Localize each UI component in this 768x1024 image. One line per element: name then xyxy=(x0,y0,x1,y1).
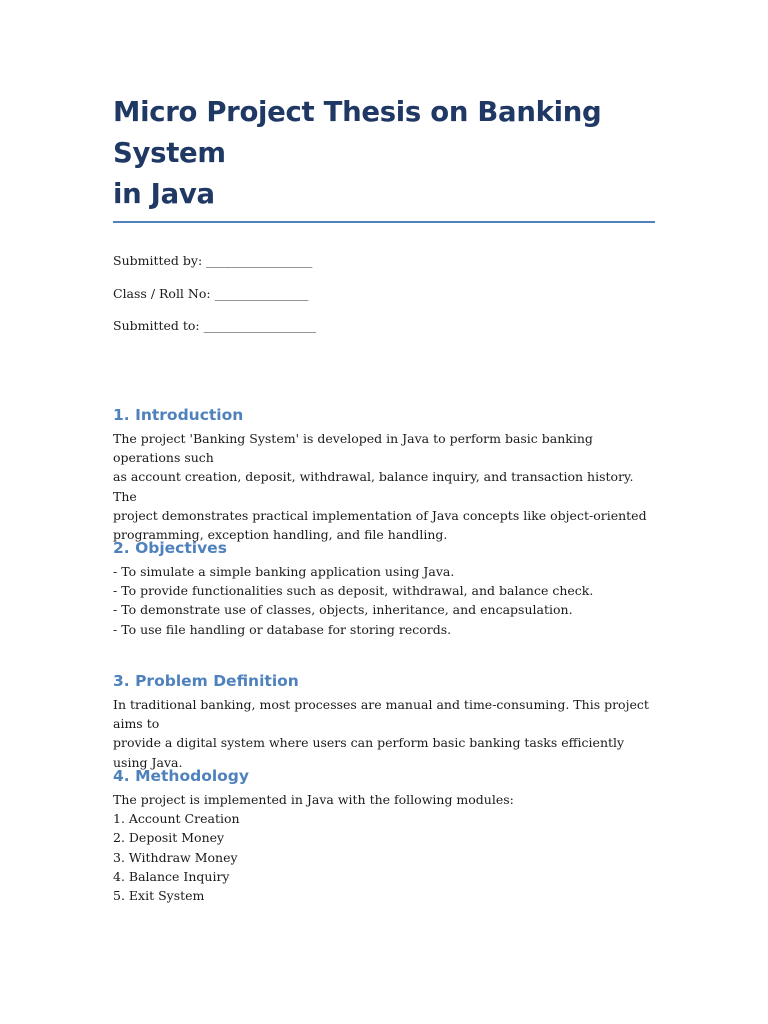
objective-item: - To simulate a simple banking application using Java. xyxy=(113,564,455,579)
problem-definition-line: provide a digital system where users can perform basic banking tasks efficiently using Java. xyxy=(113,735,625,770)
title-line-2: in Java xyxy=(113,178,215,210)
methodology-intro: The project is implemented in Java with the following modules: xyxy=(113,792,514,807)
objective-item: - To use file handling or database for storing records. xyxy=(113,621,452,637)
section-problem-definition xyxy=(113,670,658,772)
methodology-heading: 4. Methodology xyxy=(113,767,250,785)
methodology-module-item: 3. Withdraw Money xyxy=(113,849,238,865)
submitted-by-label: Submitted by: xyxy=(113,253,203,268)
submitted-to-label: Submitted to: xyxy=(113,318,200,333)
methodology-module-item: 5. Exit System xyxy=(113,888,205,904)
section-objectives xyxy=(113,537,658,639)
class-roll-label: Class / Roll No: xyxy=(113,285,211,301)
section-introduction xyxy=(113,404,658,544)
problem-definition-line: In traditional banking, most processes are manual and time-consuming. This project aims to xyxy=(113,697,649,732)
introduction-line: project demonstrates practical implementation of Java concepts like object-oriented xyxy=(113,507,647,523)
page-title xyxy=(113,92,655,215)
submitted-to-blank: __________________ xyxy=(203,318,317,333)
objective-item: - To demonstrate use of classes, objects, inheritance, and encapsulation. xyxy=(113,602,573,618)
objective-item: - To provide functionalities such as deposit, withdrawal, and balance check. xyxy=(113,583,594,599)
methodology-module-item: 4. Balance Inquiry xyxy=(113,868,230,884)
problem-definition-heading: 3. Problem Definition xyxy=(113,672,299,690)
class-roll-line xyxy=(113,286,655,302)
methodology-module-item: 1. Account Creation xyxy=(113,811,240,827)
submitted-by-blank: _________________ xyxy=(206,253,313,268)
methodology-module-item: 2. Deposit Money xyxy=(113,830,225,846)
introduction-line: as account creation, deposit, withdrawal, balance inquiry, and transaction history. The xyxy=(113,469,634,504)
title-line-1: Micro Project Thesis on Banking System xyxy=(113,96,602,169)
submission-info xyxy=(113,253,655,334)
introduction-paragraph xyxy=(113,429,658,544)
submitted-by-line xyxy=(113,253,655,269)
title-divider xyxy=(113,221,655,223)
section-methodology xyxy=(113,765,658,905)
introduction-heading: 1. Introduction xyxy=(113,406,244,424)
problem-definition-paragraph xyxy=(113,695,658,772)
introduction-line: The project 'Banking System' is developed in Java to perform basic banking operations such xyxy=(113,431,593,466)
introduction-line: programming, exception handling, and file handling. xyxy=(113,527,448,543)
class-roll-blank: _______________ xyxy=(214,285,309,301)
submitted-to-line xyxy=(113,318,655,334)
title-block xyxy=(113,92,655,351)
objectives-heading: 2. Objectives xyxy=(113,539,227,557)
